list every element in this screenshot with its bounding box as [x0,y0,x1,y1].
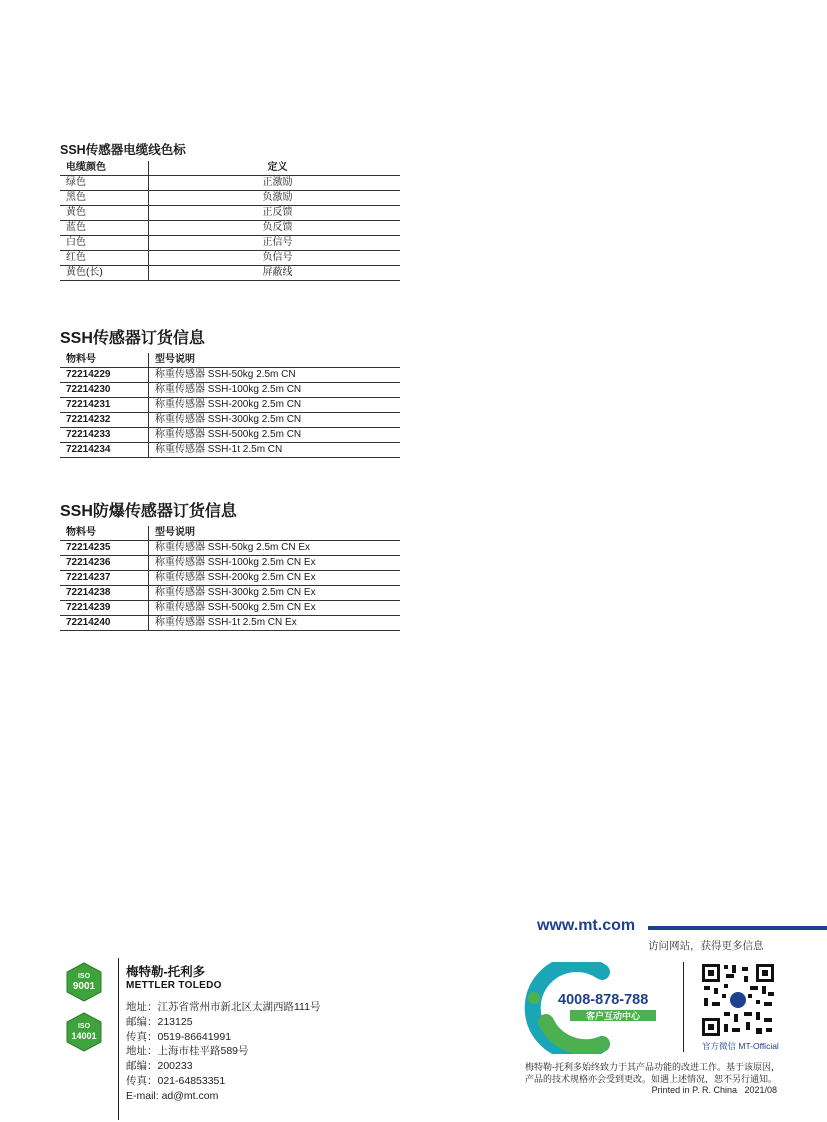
header-part-number: 物料号 [60,526,149,541]
email-line: E-mail: ad@mt.com [126,1089,219,1102]
wechat-qr-code-icon [700,962,776,1038]
iso-9001-num: 9001 [72,981,96,992]
part-number: 72214231 [60,398,149,413]
model-desc: 称重传感器 SSH-500kg 2.5m CN [155,429,302,440]
part-number: 72214234 [60,443,149,458]
model-desc: 称重传感器 SSH-200kg 2.5m CN [155,399,302,410]
model-desc: 称重传感器 SSH-300kg 2.5m CN [155,414,302,425]
ex-order-info-table [60,526,400,631]
table-row [60,413,400,428]
header-definition: 定义 [267,162,288,173]
model-desc: 称重传感器 SSH-1t 2.5m CN [155,444,283,455]
company-name-cn: 梅特勒-托利多 [126,965,206,979]
part-number: 72214238 [60,586,149,601]
definition: 正激励 [262,177,293,188]
address-line: 传真：0519-86641991 [126,1030,232,1043]
part-number: 72214229 [60,368,149,383]
disclaimer-line-1: 梅特勒-托利多始终致力于其产品功能的改进工作。基于该原因， [525,1062,780,1072]
table-row [60,236,400,251]
hotline-logo-icon [524,962,674,1054]
table-header-row [60,353,400,368]
table-row [60,398,400,413]
address-line: 地址：江苏省常州市新北区太湖西路111号 [126,1001,321,1013]
color-code-section [60,140,400,281]
company-name-en: METTLER TOLEDO [126,980,222,991]
definition: 正信号 [262,237,293,248]
disclaimer-line-2: 产品的技术规格亦会受到更改。如遇上述情况，恕不另行通知。 [525,1073,778,1084]
address-line: 传真：021-64853351 [126,1074,226,1087]
cable-color: 黑色 [60,191,149,206]
definition: 负反馈 [262,222,293,233]
table-row [60,368,400,383]
address-block [126,1000,320,1104]
table-row [60,176,400,191]
cable-color: 黄色(长) [60,266,149,281]
table-row [60,556,400,571]
address-line: 地址：上海市桂平路589号 [126,1045,249,1058]
website-subtitle: 访问网站，获得更多信息 [648,940,764,952]
color-code-title: SSH传感器电缆线色标 [60,143,186,157]
part-number: 72214240 [60,616,149,631]
address-line: 邮编：200233 [126,1060,193,1073]
definition: 负信号 [262,252,293,263]
iso-14001-top: ISO [77,1023,91,1030]
table-row [60,191,400,206]
part-number: 72214233 [60,428,149,443]
table-header-row [60,526,400,541]
table-row [60,616,400,631]
header-model-desc: 型号说明 [155,527,195,538]
part-number: 72214236 [60,556,149,571]
table-row [60,601,400,616]
header-model-desc: 型号说明 [155,354,195,365]
model-desc: 称重传感器 SSH-100kg 2.5m CN Ex [155,557,316,568]
cable-color: 黄色 [60,206,149,221]
address-line: 邮编：213125 [126,1015,193,1028]
cable-color: 蓝色 [60,221,149,236]
ex-order-info-section [60,498,400,631]
ex-order-info-title: SSH防爆传感器订货信息 [60,503,237,520]
definition: 正反馈 [262,207,293,218]
hotline-number: 4008-878-788 [558,992,649,1008]
hotline-subtitle: 客户互动中心 [585,1011,640,1021]
footer-divider-left [118,958,119,1120]
header-part-number: 物料号 [60,353,149,368]
website-bar [648,926,827,930]
model-desc: 称重传感器 SSH-300kg 2.5m CN Ex [155,587,316,598]
model-desc: 称重传感器 SSH-100kg 2.5m CN [155,384,302,395]
printed-info: Printed in P. R. China 2021/08 [651,1085,777,1095]
table-row [60,266,400,281]
table-row [60,443,400,458]
iso-9001-top: ISO [77,973,91,980]
header-cable-color: 电缆颜色 [60,161,149,176]
table-header-row [60,161,400,176]
model-desc: 称重传感器 SSH-200kg 2.5m CN Ex [155,572,316,583]
table-row [60,206,400,221]
table-row [60,383,400,398]
part-number: 72214235 [60,541,149,556]
cable-color: 红色 [60,251,149,266]
order-info-title: SSH传感器订货信息 [60,330,205,347]
table-row [60,571,400,586]
table-row [60,541,400,556]
wechat-label: 官方微信 MT-Official [702,1041,779,1051]
model-desc: 称重传感器 SSH-50kg 2.5m CN [155,369,296,380]
definition: 负激励 [262,192,293,203]
iso-14001-badge-icon [64,1012,104,1052]
definition: 屏蔽线 [262,267,293,278]
model-desc: 称重传感器 SSH-1t 2.5m CN Ex [155,617,297,628]
part-number: 72214232 [60,413,149,428]
part-number: 72214239 [60,601,149,616]
model-desc: 称重传感器 SSH-500kg 2.5m CN Ex [155,602,316,613]
cable-color: 白色 [60,236,149,251]
color-code-table [60,161,400,281]
table-row [60,221,400,236]
part-number: 72214230 [60,383,149,398]
model-desc: 称重传感器 SSH-50kg 2.5m CN Ex [155,542,311,553]
iso-9001-badge-icon [64,962,104,1002]
part-number: 72214237 [60,571,149,586]
table-row [60,428,400,443]
order-info-section [60,325,400,458]
iso-14001-num: 14001 [71,1031,97,1041]
table-row [60,251,400,266]
website-link[interactable]: www.mt.com [537,917,636,934]
disclaimer-block [525,1062,780,1097]
cable-color: 绿色 [60,176,149,191]
footer-divider-right [683,962,684,1052]
order-info-table [60,353,400,458]
table-row [60,586,400,601]
